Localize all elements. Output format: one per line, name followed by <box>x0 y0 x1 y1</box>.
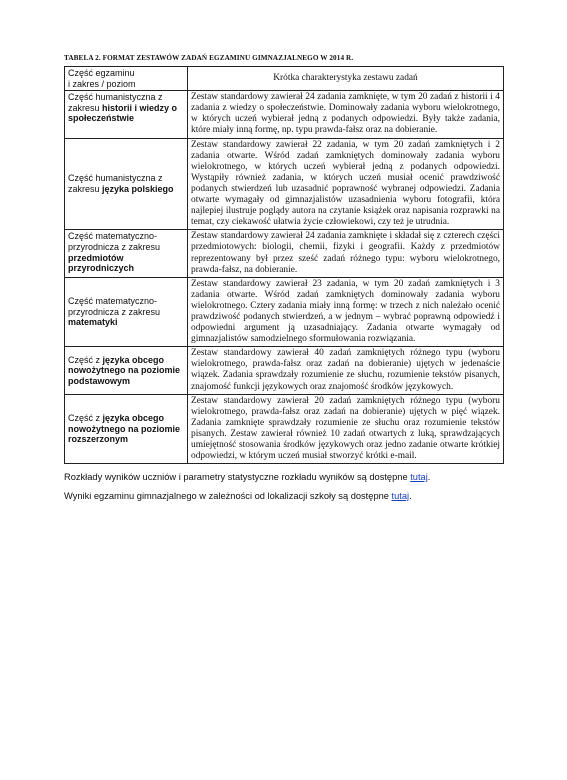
table-caption <box>64 54 504 62</box>
part-subject: języka obcego nowożytnego na poziomie rozszerzonym <box>68 413 180 445</box>
header-part-line2: i zakres / poziom <box>68 78 136 89</box>
results-distribution-paragraph <box>64 472 504 482</box>
description-cell: Zestaw standardowy zawierał 22 zadania, w tym 20 zadań zamkniętych i 2 zadania otwarte. Wśród zadań zamkniętych dominowały zadania wyboru wielokrotnego, w których uczeń wybierał jedną z podanych odpowiedzi. Wystąpiły również zadania, w których uczeń musiał ocenić prawdziwość podanych stwierdzeń lub uzasadnić poprawność wybranej odpowiedzi. Zadania otwarte wymagały od gimnazjalistów uzasadnienia wyboru fotografii, która najlepiej ilustruje poglądy autora na czytanie książek oraz napisania rozprawki na temat, czy ciekawość ułatwia życie człowiekowi, czy też je utrudnia. <box>188 138 504 230</box>
table-row <box>65 277 504 347</box>
part-subject: przedmiotów przyrodniczych <box>68 252 135 274</box>
part-cell <box>65 138 188 230</box>
location-results-link[interactable]: tutaj <box>391 491 410 502</box>
part-cell <box>65 277 188 347</box>
table-row <box>65 138 504 230</box>
header-part-cell <box>65 67 188 91</box>
paragraph-end: . <box>409 491 412 502</box>
description-cell: Zestaw standardowy zawierał 20 zadań zamkniętych różnego typu (wyboru wielokrotnego, prawda-fałsz oraz zadań na dobieranie) ujętych w pięć wiązek. Zadania zamknięte sprawdzały rozumienie ze słuchu oraz rozumienie tekstów pisanych. Zestaw zawierał również 10 zadań otwartych z luką, sprawdzających umiejętność stosowania środków językowych oraz jedno zadanie otwarte krótkiej odpowiedzi, w którym uczeń musiał stworzyć krótki e-mail. <box>188 394 504 464</box>
document-page <box>64 54 504 501</box>
part-subject: matematyki <box>68 317 118 328</box>
table-header-row <box>65 67 504 91</box>
paragraph-text: Rozkłady wyników uczniów i parametry statystyczne rozkładu wyników są dostępne <box>64 472 411 483</box>
school-location-paragraph <box>64 491 504 501</box>
caption-label: TABELA 2. <box>64 54 101 62</box>
description-cell: Zestaw standardowy zawierał 24 zadania zamknięte i składał się z czterech części przedmiotowych: biologii, chemii, fizyki i geografii. Każdy z przedmiotów reprezentowany był przez sześć zadań różnego typu: wyboru wielokrotnego, prawda-fałsz, na dobieranie. <box>188 230 504 277</box>
paragraph-text: Wyniki egzaminu gimnazjalnego w zależności od lokalizacji szkoły są dostępne <box>64 491 392 502</box>
part-subject: języka obcego nowożytnego na poziomie podstawowym <box>68 354 180 386</box>
part-cell <box>65 230 188 277</box>
header-desc-cell: Krótka charakterystyka zestawu zadań <box>188 67 504 91</box>
table-row <box>65 394 504 464</box>
part-prefix: Część z <box>68 354 103 365</box>
table-row <box>65 230 504 277</box>
exam-format-table <box>64 66 504 464</box>
part-prefix: Część z <box>68 413 103 424</box>
part-subject: historii i wiedzy o społeczeństwie <box>68 102 178 124</box>
caption-text: FORMAT ZESTAWÓW ZADAŃ EGZAMINU GIMNAZJALNEGO W 2014 R. <box>102 54 354 62</box>
part-subject: języka polskiego <box>102 183 174 194</box>
part-prefix: Część matematyczno-przyrodnicza z zakresu <box>68 231 161 252</box>
part-prefix: Część humanistyczna z zakresu <box>68 92 163 113</box>
part-cell <box>65 394 188 464</box>
description-cell: Zestaw standardowy zawierał 24 zadania zamknięte, w tym 20 zadań z historii i 4 zadania z wiedzy o społeczeństwie. Dominowały zadania wyboru wielokrotnego, w których uczeń wybierał jedną z podanych odpowiedzi. Były także zadania, które miały inną formę, np. typu prawda-fałsz oraz na dobieranie. <box>188 91 504 138</box>
part-prefix: Część matematyczno-przyrodnicza z zakresu <box>68 296 161 317</box>
distribution-link[interactable]: tutaj <box>410 472 428 483</box>
description-cell: Zestaw standardowy zawierał 40 zadań zamkniętych różnego typu (wyboru wielokrotnego, prawda-fałsz oraz zadań na dobieranie) ujętych w jedenaście wiązek. Zadania sprawdzały rozumienie ze słuchu, rozumienie tekstów pisanych, znajomość funkcji językowych oraz znajomość środków językowych. <box>188 347 504 394</box>
table-row <box>65 91 504 138</box>
description-cell: Zestaw standardowy zawierał 23 zadania, w tym 20 zadań zamkniętych i 3 zadania otwarte. Wśród zadań zamkniętych dominowały zadania wyboru wielokrotnego. Cztery zadania miały inną formę: w trzech z nich należało ocenić prawdziwość podanych stwierdzeń, a w jednym – wybrać poprawną odpowiedź i odpowiedni argument ją uzasadniający. Zadania otwarte wymagały od gimnazjalistów samodzielnego sformułowania rozwiązania. <box>188 277 504 347</box>
part-prefix: Część humanistyczna z zakresu <box>68 173 163 194</box>
paragraph-end: . <box>427 472 431 483</box>
header-part-line1: Część egzaminu <box>68 68 135 78</box>
part-cell <box>65 347 188 394</box>
part-cell <box>65 91 188 138</box>
table-row <box>65 347 504 394</box>
